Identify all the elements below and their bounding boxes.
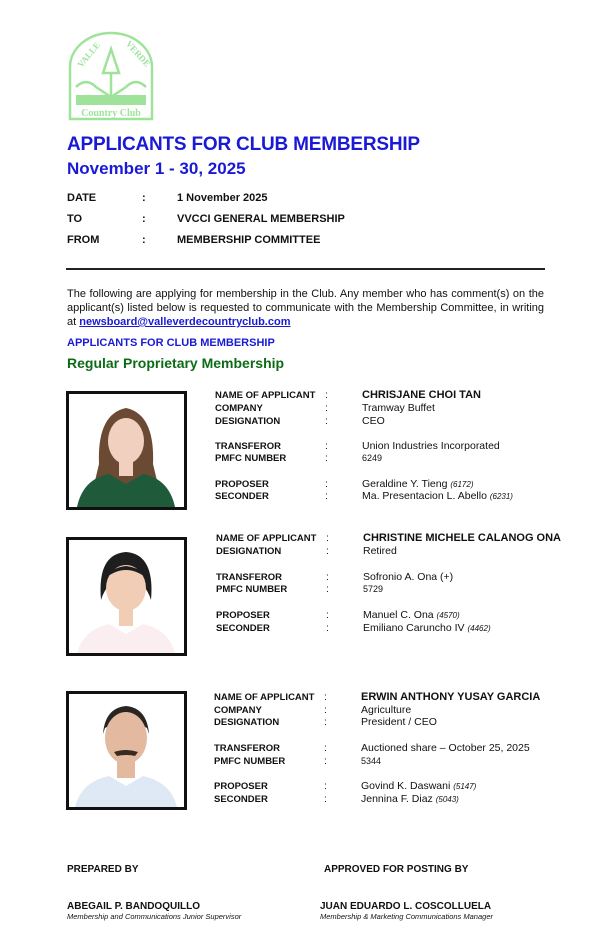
memo-label: DATE <box>67 192 97 204</box>
field-label: TRANSFEROR <box>214 743 280 754</box>
field-label: PROPOSER <box>216 610 270 621</box>
field-label: DESIGNATION <box>214 717 280 728</box>
seconder-value: Ma. Presentacion L. Abello <box>362 490 487 502</box>
field-sep: : <box>326 609 329 621</box>
designation-value: President / CEO <box>361 716 437 728</box>
applicant-photo <box>66 691 187 810</box>
field-sep: : <box>324 755 327 767</box>
field-label: NAME OF APPLICANT <box>214 692 315 703</box>
field-sep: : <box>325 490 328 502</box>
transferor-value: Sofronio A. Ona (+) <box>363 571 454 583</box>
field-label: PMFC NUMBER <box>214 756 286 767</box>
transferor-value: Union Industries Incorporated <box>362 440 500 452</box>
memo-value: 1 November 2025 <box>177 192 268 204</box>
field-label: SECONDER <box>215 491 269 502</box>
approved-by-name: JUAN EDUARDO L. COSCOLLUELA <box>320 901 492 912</box>
field-label: SECONDER <box>214 794 268 805</box>
logo-text-valle: VALLE <box>75 40 103 70</box>
applicant-name: CHRISTINE MICHELE CALANOG ONA <box>363 532 561 544</box>
field-sep: : <box>324 793 327 805</box>
transferor-value: Auctioned share – October 25, 2025 <box>361 742 530 754</box>
company-value: Agriculture <box>361 704 412 716</box>
field-label: DESIGNATION <box>215 416 281 427</box>
field-label: PMFC NUMBER <box>215 453 287 464</box>
field-sep: : <box>326 532 329 544</box>
applicant-photo <box>66 391 187 510</box>
section-heading: APPLICANTS FOR CLUB MEMBERSHIP <box>67 337 275 349</box>
field-label: TRANSFEROR <box>215 441 281 452</box>
memo-value: MEMBERSHIP COMMITTEE <box>177 234 321 246</box>
approved-by-role: Membership & Marketing Communications Manager <box>320 912 493 921</box>
logo-text-club: Country Club <box>81 108 141 119</box>
page-subtitle: November 1 - 30, 2025 <box>67 159 246 178</box>
intro-paragraph <box>67 287 544 329</box>
seconder-ref: (6231) <box>489 492 513 501</box>
seconder-ref: (5043) <box>435 795 459 804</box>
field-label: SECONDER <box>216 623 270 634</box>
page-title: APPLICANTS FOR CLUB MEMBERSHIP <box>67 134 420 155</box>
divider <box>66 268 545 270</box>
field-sep: : <box>325 402 328 414</box>
proposer-ref: (6172) <box>450 480 474 489</box>
field-sep: : <box>326 545 329 557</box>
approved-by-label: APPROVED FOR POSTING BY <box>324 864 469 875</box>
field-sep: : <box>325 389 328 401</box>
prepared-by-role: Membership and Communications Junior Supervisor <box>67 912 242 921</box>
memo-label: FROM <box>67 234 100 246</box>
field-label: TRANSFEROR <box>216 572 282 583</box>
applicant-name: CHRISJANE CHOI TAN <box>362 389 481 401</box>
field-sep: : <box>324 716 327 728</box>
field-sep: : <box>325 452 328 464</box>
club-logo <box>66 31 156 121</box>
field-label: COMPANY <box>214 705 262 716</box>
pmfc-value: 5344 <box>361 756 382 766</box>
field-label: PROPOSER <box>215 479 269 490</box>
memo-sep: : <box>142 213 146 225</box>
membership-category: Regular Proprietary Membership <box>67 355 285 371</box>
seconder-value: Emiliano Caruncho IV <box>363 622 465 634</box>
field-label: PROPOSER <box>214 781 268 792</box>
field-sep: : <box>324 704 327 716</box>
company-value: Tramway Buffet <box>362 402 435 414</box>
prepared-by-label: PREPARED BY <box>67 864 139 875</box>
field-sep: : <box>324 780 327 792</box>
field-sep: : <box>324 742 327 754</box>
prepared-by-name: ABEGAIL P. BANDOQUILLO <box>67 901 200 912</box>
proposer-ref: (4570) <box>436 611 460 620</box>
memo-sep: : <box>142 192 146 204</box>
designation-value: CEO <box>362 415 385 427</box>
field-sep: : <box>326 622 329 634</box>
email-link[interactable]: newsboard@valleverdecountryclub.com <box>79 316 291 328</box>
field-sep: : <box>325 478 328 490</box>
logo-text-verde: VERDE <box>123 38 153 69</box>
field-label: COMPANY <box>215 403 263 414</box>
field-sep: : <box>325 415 328 427</box>
field-label: NAME OF APPLICANT <box>216 533 317 544</box>
memo-sep: : <box>142 234 146 246</box>
proposer-value: Manuel C. Ona <box>363 609 434 621</box>
seconder-value: Jennina F. Diaz <box>361 793 433 805</box>
field-sep: : <box>324 691 327 703</box>
applicant-photo <box>66 537 187 656</box>
pmfc-value: 5729 <box>363 584 384 594</box>
proposer-value: Geraldine Y. Tieng <box>362 478 448 490</box>
field-sep: : <box>325 440 328 452</box>
pmfc-value: 6249 <box>362 453 383 463</box>
proposer-ref: (5147) <box>453 782 477 791</box>
designation-value: Retired <box>363 545 397 557</box>
field-label: DESIGNATION <box>216 546 282 557</box>
applicant-name: ERWIN ANTHONY YUSAY GARCIA <box>361 691 541 703</box>
intro-text: The following are applying for membership in the Club. Any member who has comment(s) on the applicant(s) listed below is requested to communicate with the Membership Committee, in writing at <box>67 288 544 328</box>
field-label: NAME OF APPLICANT <box>215 390 316 401</box>
memo-label: TO <box>67 213 83 225</box>
field-sep: : <box>326 571 329 583</box>
proposer-value: Govind K. Daswani <box>361 780 451 792</box>
seconder-ref: (4462) <box>467 624 491 633</box>
memo-value: VVCCI GENERAL MEMBERSHIP <box>177 213 345 225</box>
field-label: PMFC NUMBER <box>216 584 288 595</box>
field-sep: : <box>326 583 329 595</box>
